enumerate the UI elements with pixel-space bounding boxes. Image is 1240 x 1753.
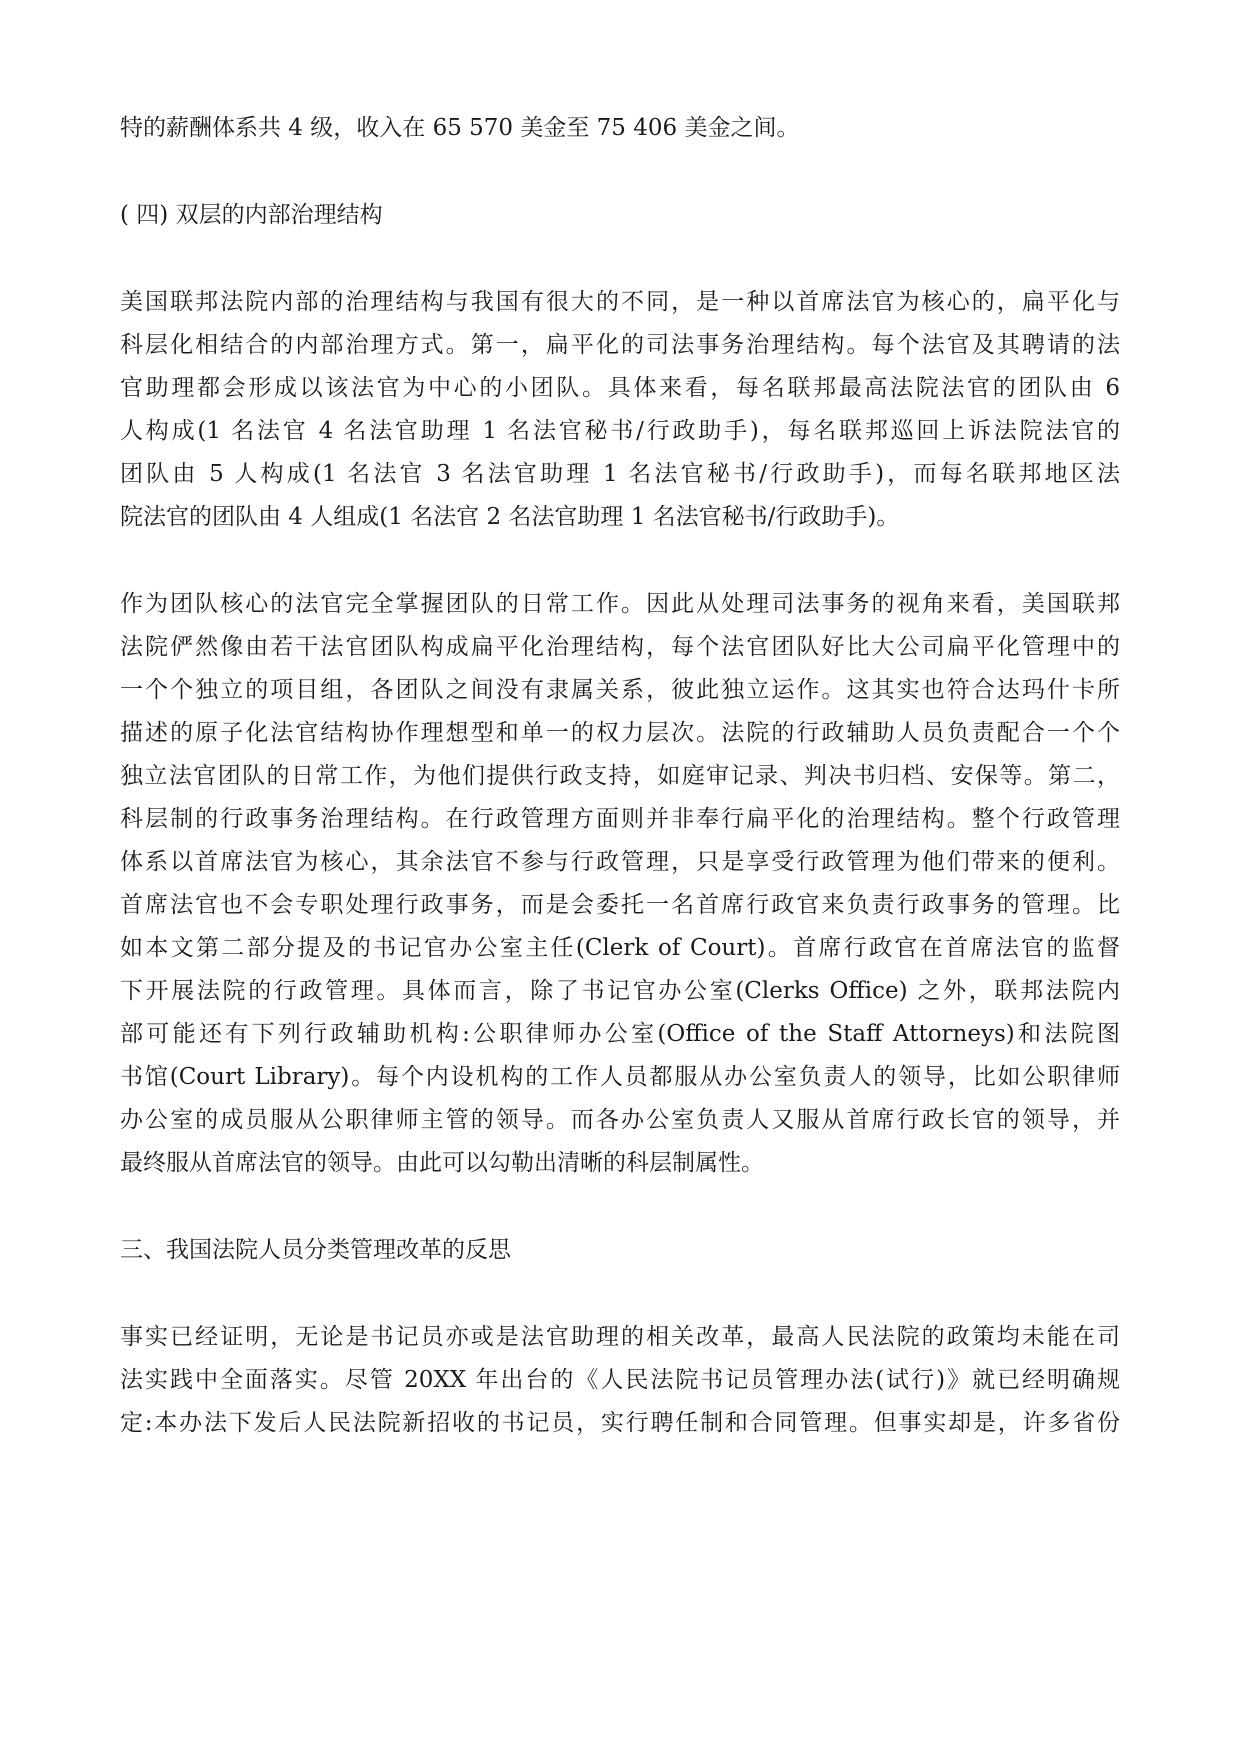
paragraph-line: 院法官的团队由 4 人组成(1 名法官 2 名法官助理 1 名法官秘书/行政助手)。 [120,504,900,530]
paragraph-line: 科层化相结合的内部治理方式。第一，扁平化的司法事务治理结构。每个法官及其聘请的法 [120,332,1120,358]
paragraph-line: 美国联邦法院内部的治理结构与我国有很大的不同，是一种以首席法官为核心的，扁平化与 [120,289,1120,315]
paragraph-line: 法院俨然像由若干法官团队构成扁平化治理结构，每个法官团队好比大公司扁平化管理中的 [120,634,1120,660]
paragraph-line: 首席法官也不会专职处理行政事务，而是会委托一名首席行政官来负责行政事务的管理。比 [120,892,1120,918]
section-heading: ( 四) 双层的内部治理结构 [120,202,383,228]
paragraph-line: 独立法官团队的日常工作，为他们提供行政支持，如庭审记录、判决书归档、安保等。第二， [120,763,1120,789]
paragraph-line: 描述的原子化法官结构协作理想型和单一的权力层次。法院的行政辅助人员负责配合一个个 [120,720,1120,746]
paragraph-line: 团队由 5 人构成(1 名法官 3 名法官助理 1 名法官秘书/行政助手)，而每名联邦地区法 [120,461,1120,487]
paragraph-line: 如本文第二部分提及的书记官办公室主任(Clerk of Court)。首席行政官在首席法官的监督 [120,935,1120,961]
paragraph-line: 最终服从首席法官的领导。由此可以勾勒出清晰的科层制属性。 [120,1150,764,1176]
paragraph-line: 法实践中全面落实。尽管 20XX 年出台的《人民法院书记员管理办法(试行)》就已经明确规 [120,1367,1120,1393]
paragraph-line: 特的薪酬体系共 4 级，收入在 65 570 美金至 75 406 美金之间。 [120,115,800,141]
paragraph-line: 一个个独立的项目组，各团队之间没有隶属关系，彼此独立运作。这其实也符合达玛什卡所 [120,677,1120,703]
paragraph-line: 事实已经证明，无论是书记员亦或是法官助理的相关改革，最高人民法院的政策均未能在司 [120,1324,1120,1350]
paragraph-line: 科层制的行政事务治理结构。在行政管理方面则并非奉行扁平化的治理结构。整个行政管理 [120,806,1120,832]
paragraph-line: 部可能还有下列行政辅助机构:公职律师办公室(Office of the Staff Attorneys)和法院图 [120,1021,1120,1047]
paragraph-line: 下开展法院的行政管理。具体而言，除了书记官办公室(Clerks Office) 之外，联邦法院内 [120,978,1120,1004]
paragraph-line: 体系以首席法官为核心，其余法官不参与行政管理，只是享受行政管理为他们带来的便利。 [120,849,1120,875]
paragraph-line: 作为团队核心的法官完全掌握团队的日常工作。因此从处理司法事务的视角来看，美国联邦 [120,591,1120,617]
paragraph-line: 定:本办法下发后人民法院新招收的书记员，实行聘任制和合同管理。但事实却是，许多省份 [120,1410,1120,1436]
paragraph-line: 办公室的成员服从公职律师主管的领导。而各办公室负责人又服从首席行政长官的领导，并 [120,1107,1120,1133]
section-heading: 三、我国法院人员分类管理改革的反思 [120,1237,511,1263]
paragraph-line: 人构成(1 名法官 4 名法官助理 1 名法官秘书/行政助手)，每名联邦巡回上诉法院法官的 [120,418,1120,444]
paragraph-line: 官助理都会形成以该法官为中心的小团队。具体来看，每名联邦最高法院法官的团队由 6 [120,375,1120,401]
paragraph-line: 书馆(Court Library)。每个内设机构的工作人员都服从办公室负责人的领导，比如公职律师 [120,1064,1120,1090]
